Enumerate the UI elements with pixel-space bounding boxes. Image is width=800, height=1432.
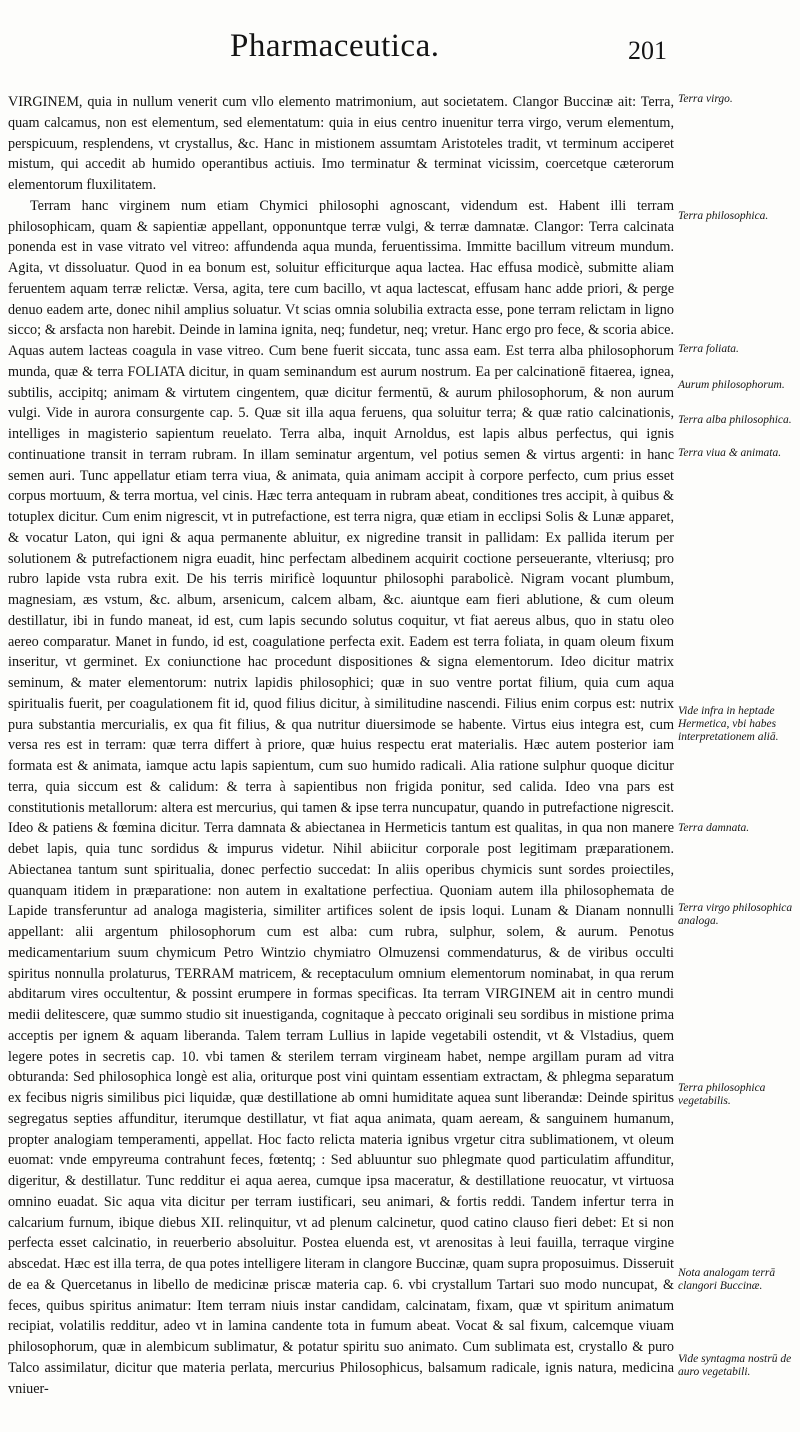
page-number: 201 bbox=[628, 36, 667, 65]
margin-note-terra-philosophica: Terra philosophica. bbox=[678, 210, 769, 222]
main-text-column bbox=[8, 92, 674, 1430]
margin-note-terra-viua: Terra viua & animata. bbox=[678, 447, 782, 459]
paragraph-opening: VIRGINEM, quia in nullum venerit cum vllo elemento matrimonium, aut societatem. Clangor Buccinæ ait: Terra, quam calcamus, non est elementum, sed elementatum: quia in eius centro inuenitur terra virgo, verum elementum, perspicuum, resplendens, vt crystallus, &c. Hanc in mistionem assumtam Aristoteles tradit, vt terminum acciperet mistum, qui accedit ab humido operantibus actiuis. Imo terminatur & terminat vicissim, coercetque cæterorum elementorum fluxilitatem. bbox=[8, 94, 674, 193]
margin-note-clangori-buccinae: Nota analogam terrā clangori Buccinæ. bbox=[678, 1267, 776, 1292]
margin-note-heptade: Vide infra in heptade Hermetica, vbi habes interpretationem aliā. bbox=[678, 705, 779, 743]
paragraph-terra-virgo: Terram hanc virginem num etiam Chymici philosophi agnoscant, videndum est. Habent illi terram philosophicam, quam & sapientiæ appellant, opponuntque terræ vulgi, & terræ damnatæ. Clangor: Terra calcinata ponenda est in vase vitrato vel vitreo: affundenda aqua munda, feruentissima. Immitte bacillum vitreum mundum. Agita, vt dissoluatur. Quod in ea bonum est, soluitur efficiturque aqua lactea. Hac effusa modicè, submitte aliam feruentem aquam terræ relictæ. Versa, agita, tere cum bacillo, vt aqua lactescat, effusam hanc adde priori, & perge denuo eadem arte, donec nihil amplius soluatur. Vt scias omnia solubilia extracta esse, pone terram relictam in ligno sicco; & arsfacta non harebit. Deinde in lamina ignita, neq; fundetur, neq; vretur. Hanc ergo pro fece, & scoria abice. Aquas autem lacteas coagula in vase vitreo. Cum bene fuerit siccata, tunc assa eam. Est terra alba philosophorum munda, quæ & terra FOLIATA dicitur, in quam seminandum est aurum nostrum. Ea per calcinationē fitaerea, ignea, subtilis, accipitq; animam & virtutem cingentem, quæ dicitur fermentū, & aurum philosophorum, & non aurum vulgi. Vide in aurora consurgente cap. 5. Quæ sit illa aqua feruens, qua soluitur terra; & quæ ratio calcinationis, intelliges in magisterio sapientum reuelato. Terra alba, inquit Arnoldus, est lapis albus perfectus, qui ignis continuatione transit in terram rubram. In illam seminatur argentum, vel potius semen & virtus argenti: in hanc semen auri. Tunc appellatur etiam terra viua, & animata, quia animam accipit à corpore perfecto, cum prius esset corpus mortuum, & terra mortua, vel cinis. Hæc terra antequam in rubram abeat, conditiones tres accipit, à quibus & totuplex dicitur. Cum enim nigrescit, vt in putrefactione, est terra nigra, quæ etiam in ecclipsi Solis & Lunæ apparet, & vocatur Laton, qui igni & aqua permanente abluitur, ex nigredine transit in pallidam: Ex pallida iterum per solutionem & putrefactionem nigra euadit, hinc perfectam albedinem acquirit coctione perseuerante, vlteriusq; pro rubro lapide vsta rubra exit. De his terris mirificè loquuntur philosophi parabolicè. Nigram vocant plumbum, magnesiam, æs vstum, &c. album, arsenicum, calcem albam, &c. aiuntque eam fieri ablutione, & cum oleum destillatur, ibi in fundo maneat, id est, cum lapis secundo solutus coquitur, vt fiat aereus albus, quo in statu oleo aereo comparatur. Manet in fundo, id est, coagulatione perfecta exit. Eadem est terra foliata, in quam oleum fixum inseritur, vt germinet. Ex coniunctione hac procedunt dispositiones & signa elementorum. Ideo dicitur matrix seminum, & mater elementorum: nutrix lapidis philosophici; quæ in suo ventre portat filium, quia cum aqua spiritualis fuerit, per coagulationem fit id, quod filius dicitur, à similitudine nascendi. Filius enim corpus est: nutrix pura substantia mercurialis, ex qua fit filius, & qua nutritur diuersimode se habente. Virtus eius integra est, cum versa res est in terram: quæ terra differt à priore, quæ huius respectu erat materialis. Hæc autem posterior iam formata est & animata, iamque actu lapis sapientum, cum suo humido radicali. Alia ratione sulphur quoque dicitur terra, quia siccum est & calidum: & terra à sapientibus non frigida ponitur, sed calida. Ideo vna pars est constitutionis metallorum: altera est mercurius, qui tamen & ipse terra nuncupatur, quando in putrefactione nigrescit. Ideo & patiens & fœmina dicitur. Terra damnata & abiectanea in Hermeticis tantum est qualitas, in qua non manere debet lapis, quia tunc sordidus & impurus videtur. Nihil abiicitur corporale post legitimam præparationem. Abiectanea tantum sunt spiritualia, donec perfectio succedat: In aliis operibus chymicis sunt sordes proiectiles, quanquam itidem in præparatione: non autem in exaltatione perfectiua. Quoniam autem illa philosophemata de Lapide transferuntur ad analoga magisteria, similiter artifices solent de ipsis loqui. Lunam & Dianam nonnulli appellant: alii argentum philosophorum cum est alba: cum rubra, sulphur, solem, & aurum. Penotus medicamentarium suum chymicum Petro Wintzio chymiatro Olmuzensi commendaturus, & de viribus occulti spiritus nonnulla prolaturus, TERRAM matricem, & receptaculum omnium elementorum nominabat, in qua rerum abditarum vires occultentur, & possint erumpere in formas specificas. Ita terram VIRGINEM ait in centro mundi medii delitescere, quæ summo studio sit inuestiganda, cognitaque à peccato originali seu sordibus in mistione prima acceptis per ignem & aquam liberanda. Talem terram Lullius in lapide vegetabili ostendit, vt & Vlstadius, quem legere potes in secretis cap. 10. vbi tamen & sterilem terram virgineam habet, nempe argillam puram ad vitra obturanda: Sed philosophica longè est alia, oriturque post vini quintam essentiam extractam, & phlegma separatum ex fecibus nigris similibus pici liquidæ, quæ destillatione ab omni humiditate aquea sunt liberandæ: Deinde spiritus segregatus septies affunditur, iterumque destillatur, vt fiat aqua animata, quam aeream, & sanguinem humanum, propter analogiam temperamenti, appellat. Hoc facto relicta materia ignibus vrgetur citra sublimationem, vt oleum euomat: vnde empyreuma contrahunt feces, fœtentq; : Sed abluuntur suo phlegmate quod particulatim affunditur, digeritur, & destillatur. Tunc redditur ei aqua aerea, cumque ipsa maceratur, & destillatione reuocatur, vt virtuosa omnino euadat. Sic aqua vita dicitur per terram iustificari, seu animari, & fortis reddi. Tandem infertur terra in calcarium furnum, ibique diebus XII. relinquitur, vt ad plenum calcinetur, quod catino clauso fieri debet: Et si non perfecta esset calcinatio, in reuerberio absoluitur. Postea eluenda est, vt arenositas à leui fauilla, terraque virgine abscedat. Hæc est illa terra, de qua potes intelligere literam in clangore Buccinæ, quam supra proposuimus. Disseruit de ea & Quercetanus in libello de medicinæ priscæ materia cap. 6. vbi crystallum Tartari suo modo nuncupat, & feces, quibus spiritus animatur: Item terram niuis instar candidam, calcinatam, fixam, quæ vt spiritum animatum recipiat, volatilis redditur, adeo vt in lamina candente tota in fumum abeat. Vocat & sal fixum, calcemque viuam philosophorum, quæ in alembicum sublimatur, & potatur spiritu suo animato. Cum sublimata est, crystallo & puro Talco assimilatur, dicitur que materia perlata, mercurius Philosophicus, balsamum radicale, ignis natura, medicina vniuer- bbox=[8, 197, 674, 1397]
running-title: Pharmaceutica. bbox=[230, 28, 440, 64]
margin-note-terra-vegetabilis: Terra philosophica vegetabilis. bbox=[678, 1082, 766, 1107]
margin-note-terra-foliata: Terra foliata. bbox=[678, 343, 739, 355]
margin-note-terra-damnata: Terra damnata. bbox=[678, 822, 750, 834]
margin-note-aurum-philosophorum: Aurum philosophorum. bbox=[678, 379, 785, 391]
margin-note-syntagma: Vide syntagma nostrū de auro vegetabili. bbox=[678, 1353, 792, 1378]
margin-note-terra-virgo-analoga: Terra virgo philosophica analoga. bbox=[678, 902, 793, 927]
margin-note-terra-virgo: Terra virgo. bbox=[678, 93, 733, 105]
margin-note-terra-alba: Terra alba philosophica. bbox=[678, 414, 792, 426]
